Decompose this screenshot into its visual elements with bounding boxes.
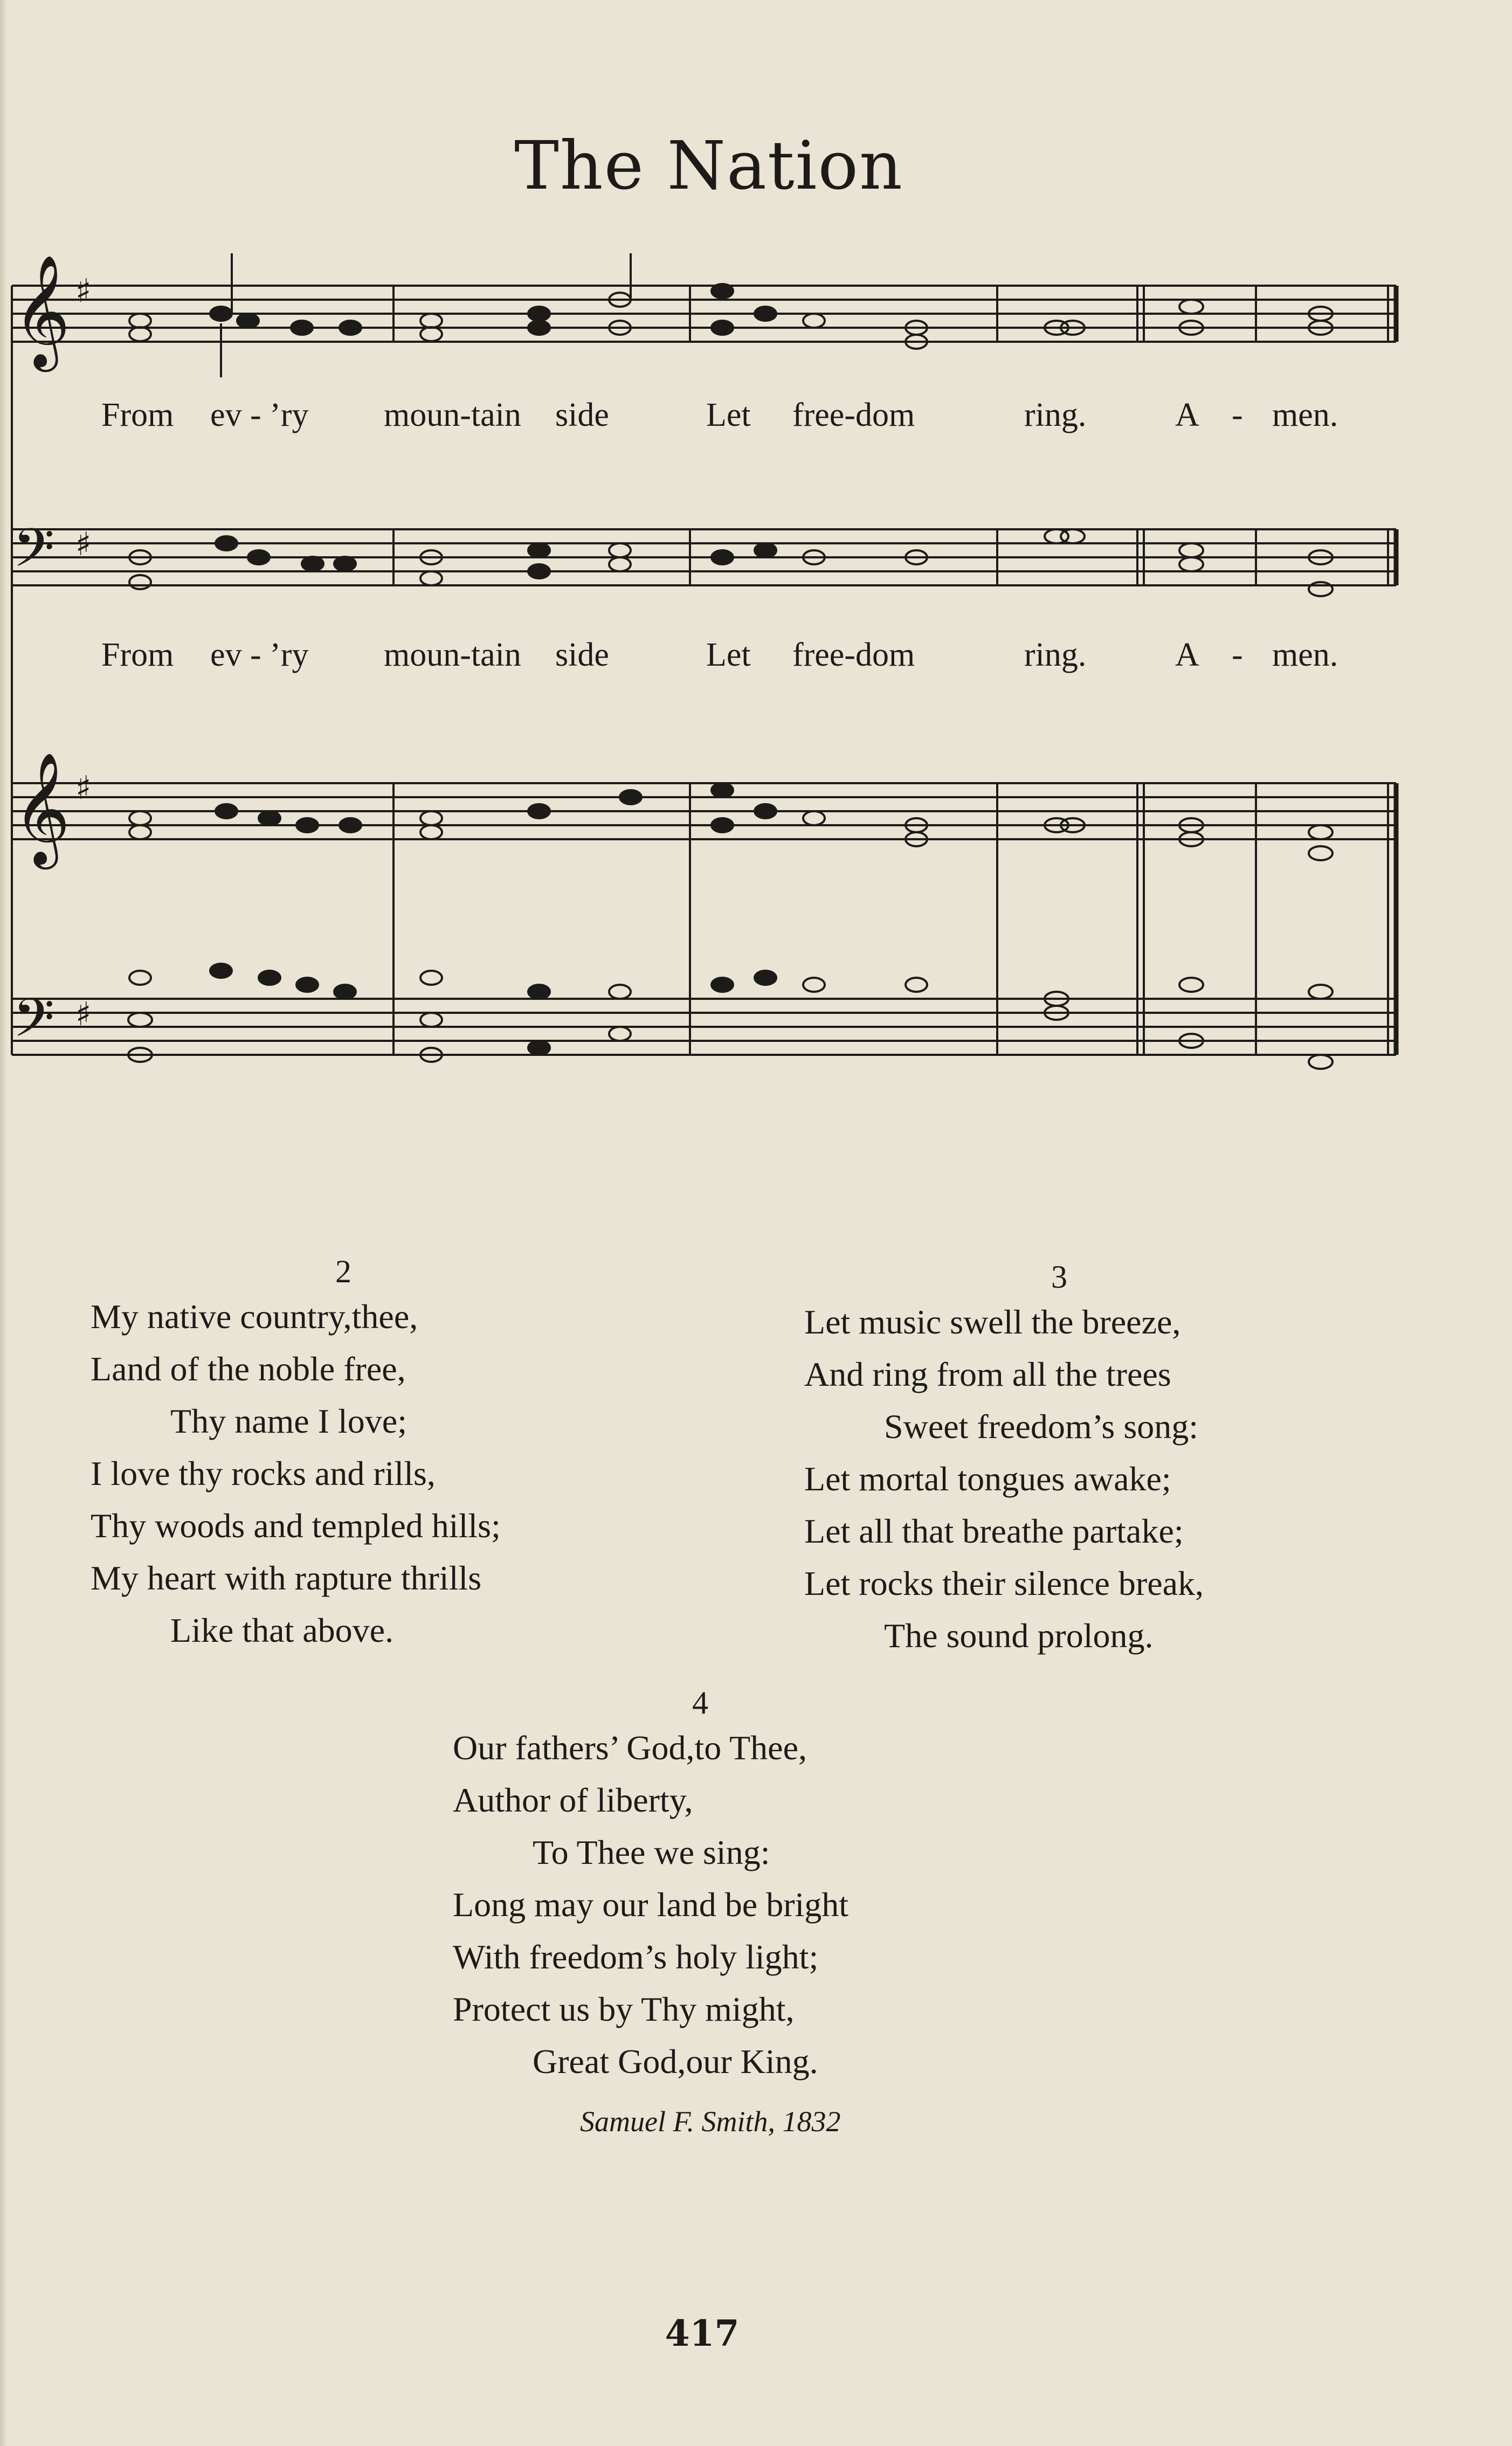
stanza-line: The sound prolong.	[884, 1616, 1154, 1655]
lyric-syllable: moun-tain	[384, 397, 521, 433]
stanza-line: Let all that breathe partake;	[804, 1512, 1184, 1550]
stanza-line: And ring from all the trees	[804, 1355, 1171, 1393]
stanza-number: 4	[692, 1685, 708, 1721]
stanza-3	[804, 1259, 1204, 1662]
stanza-line: To Thee we sing:	[533, 1833, 770, 1871]
music-score	[0, 0, 1512, 1132]
lyric-syllable: Let	[706, 637, 751, 673]
lyric-syllable: A	[1175, 637, 1199, 673]
lyric-syllable: ring.	[1024, 637, 1087, 673]
stanza-2	[91, 1253, 501, 1656]
stanza-line: My native country,thee,	[91, 1297, 418, 1336]
lyric-syllable: From	[101, 637, 174, 673]
stanza-line: With freedom’s holy light;	[453, 1938, 819, 1976]
lyric-syllable: men.	[1272, 397, 1338, 433]
treble-clef-1: 𝄞	[13, 254, 71, 367]
author-credit: Samuel F. Smith, 1832	[580, 2105, 841, 2138]
stanza-line: Let mortal tongues awake;	[804, 1460, 1171, 1498]
stanza-line: Sweet freedom’s song:	[884, 1407, 1198, 1446]
barlines-3-4	[393, 783, 1396, 1055]
lyric-syllable: Let	[706, 397, 751, 433]
lyric-syllable: -	[1232, 397, 1243, 433]
stanza-line: Thy name I love;	[170, 1402, 407, 1440]
lyric-syllable: side	[555, 637, 609, 673]
stanza-line: My heart with rapture thrills	[91, 1559, 482, 1597]
svg-text:♯: ♯	[75, 996, 92, 1033]
lyric-syllable: free-dom	[792, 637, 915, 673]
lyric-syllable: A	[1175, 397, 1199, 433]
lyric-syllable: -	[1232, 637, 1243, 673]
lyric-syllable: free-dom	[792, 397, 915, 433]
svg-text:♯: ♯	[75, 272, 92, 310]
stanza-line: Long may our land be bright	[453, 1885, 849, 1924]
lyric-syllable: From	[101, 397, 174, 433]
stanza-line: Land of the noble free,	[91, 1350, 406, 1388]
treble-clef-3: 𝄞	[13, 752, 71, 865]
stanza-4	[453, 1684, 848, 2088]
stanza-line: Protect us by Thy might,	[453, 1990, 795, 2028]
page-number: 417	[665, 2312, 740, 2354]
lyric-syllable: ev - ’ry	[210, 397, 309, 433]
stanza-line: Our fathers’ God,to Thee,	[453, 1729, 807, 1767]
lyric-syllable: ev - ’ry	[210, 637, 309, 673]
stanza-number: 2	[335, 1254, 351, 1289]
stanza-number: 3	[1051, 1259, 1067, 1295]
lyric-syllable: moun-tain	[384, 637, 521, 673]
stanza-line: Author of liberty,	[453, 1781, 693, 1819]
svg-text:♯: ♯	[75, 526, 92, 563]
stanza-line: Like that above.	[170, 1611, 394, 1649]
lyric-syllable: side	[555, 397, 609, 433]
bass-clef-4: 𝄢	[13, 987, 55, 1062]
stanza-line: Let music swell the breeze,	[804, 1303, 1181, 1341]
lyric-syllable: men.	[1272, 637, 1338, 673]
stanza-line: Thy woods and templed hills;	[91, 1507, 501, 1545]
hymn-title: The Nation	[514, 127, 903, 205]
stanza-line: Let rocks their silence break,	[804, 1564, 1204, 1602]
staff-4-lines	[12, 999, 1396, 1055]
svg-text:♯: ♯	[75, 769, 92, 807]
bass-clef-2: 𝄢	[13, 517, 55, 592]
stanza-line: Great God,our King.	[533, 2042, 818, 2081]
lyric-syllable: ring.	[1024, 397, 1087, 433]
stanza-line: I love thy rocks and rills,	[91, 1454, 436, 1493]
